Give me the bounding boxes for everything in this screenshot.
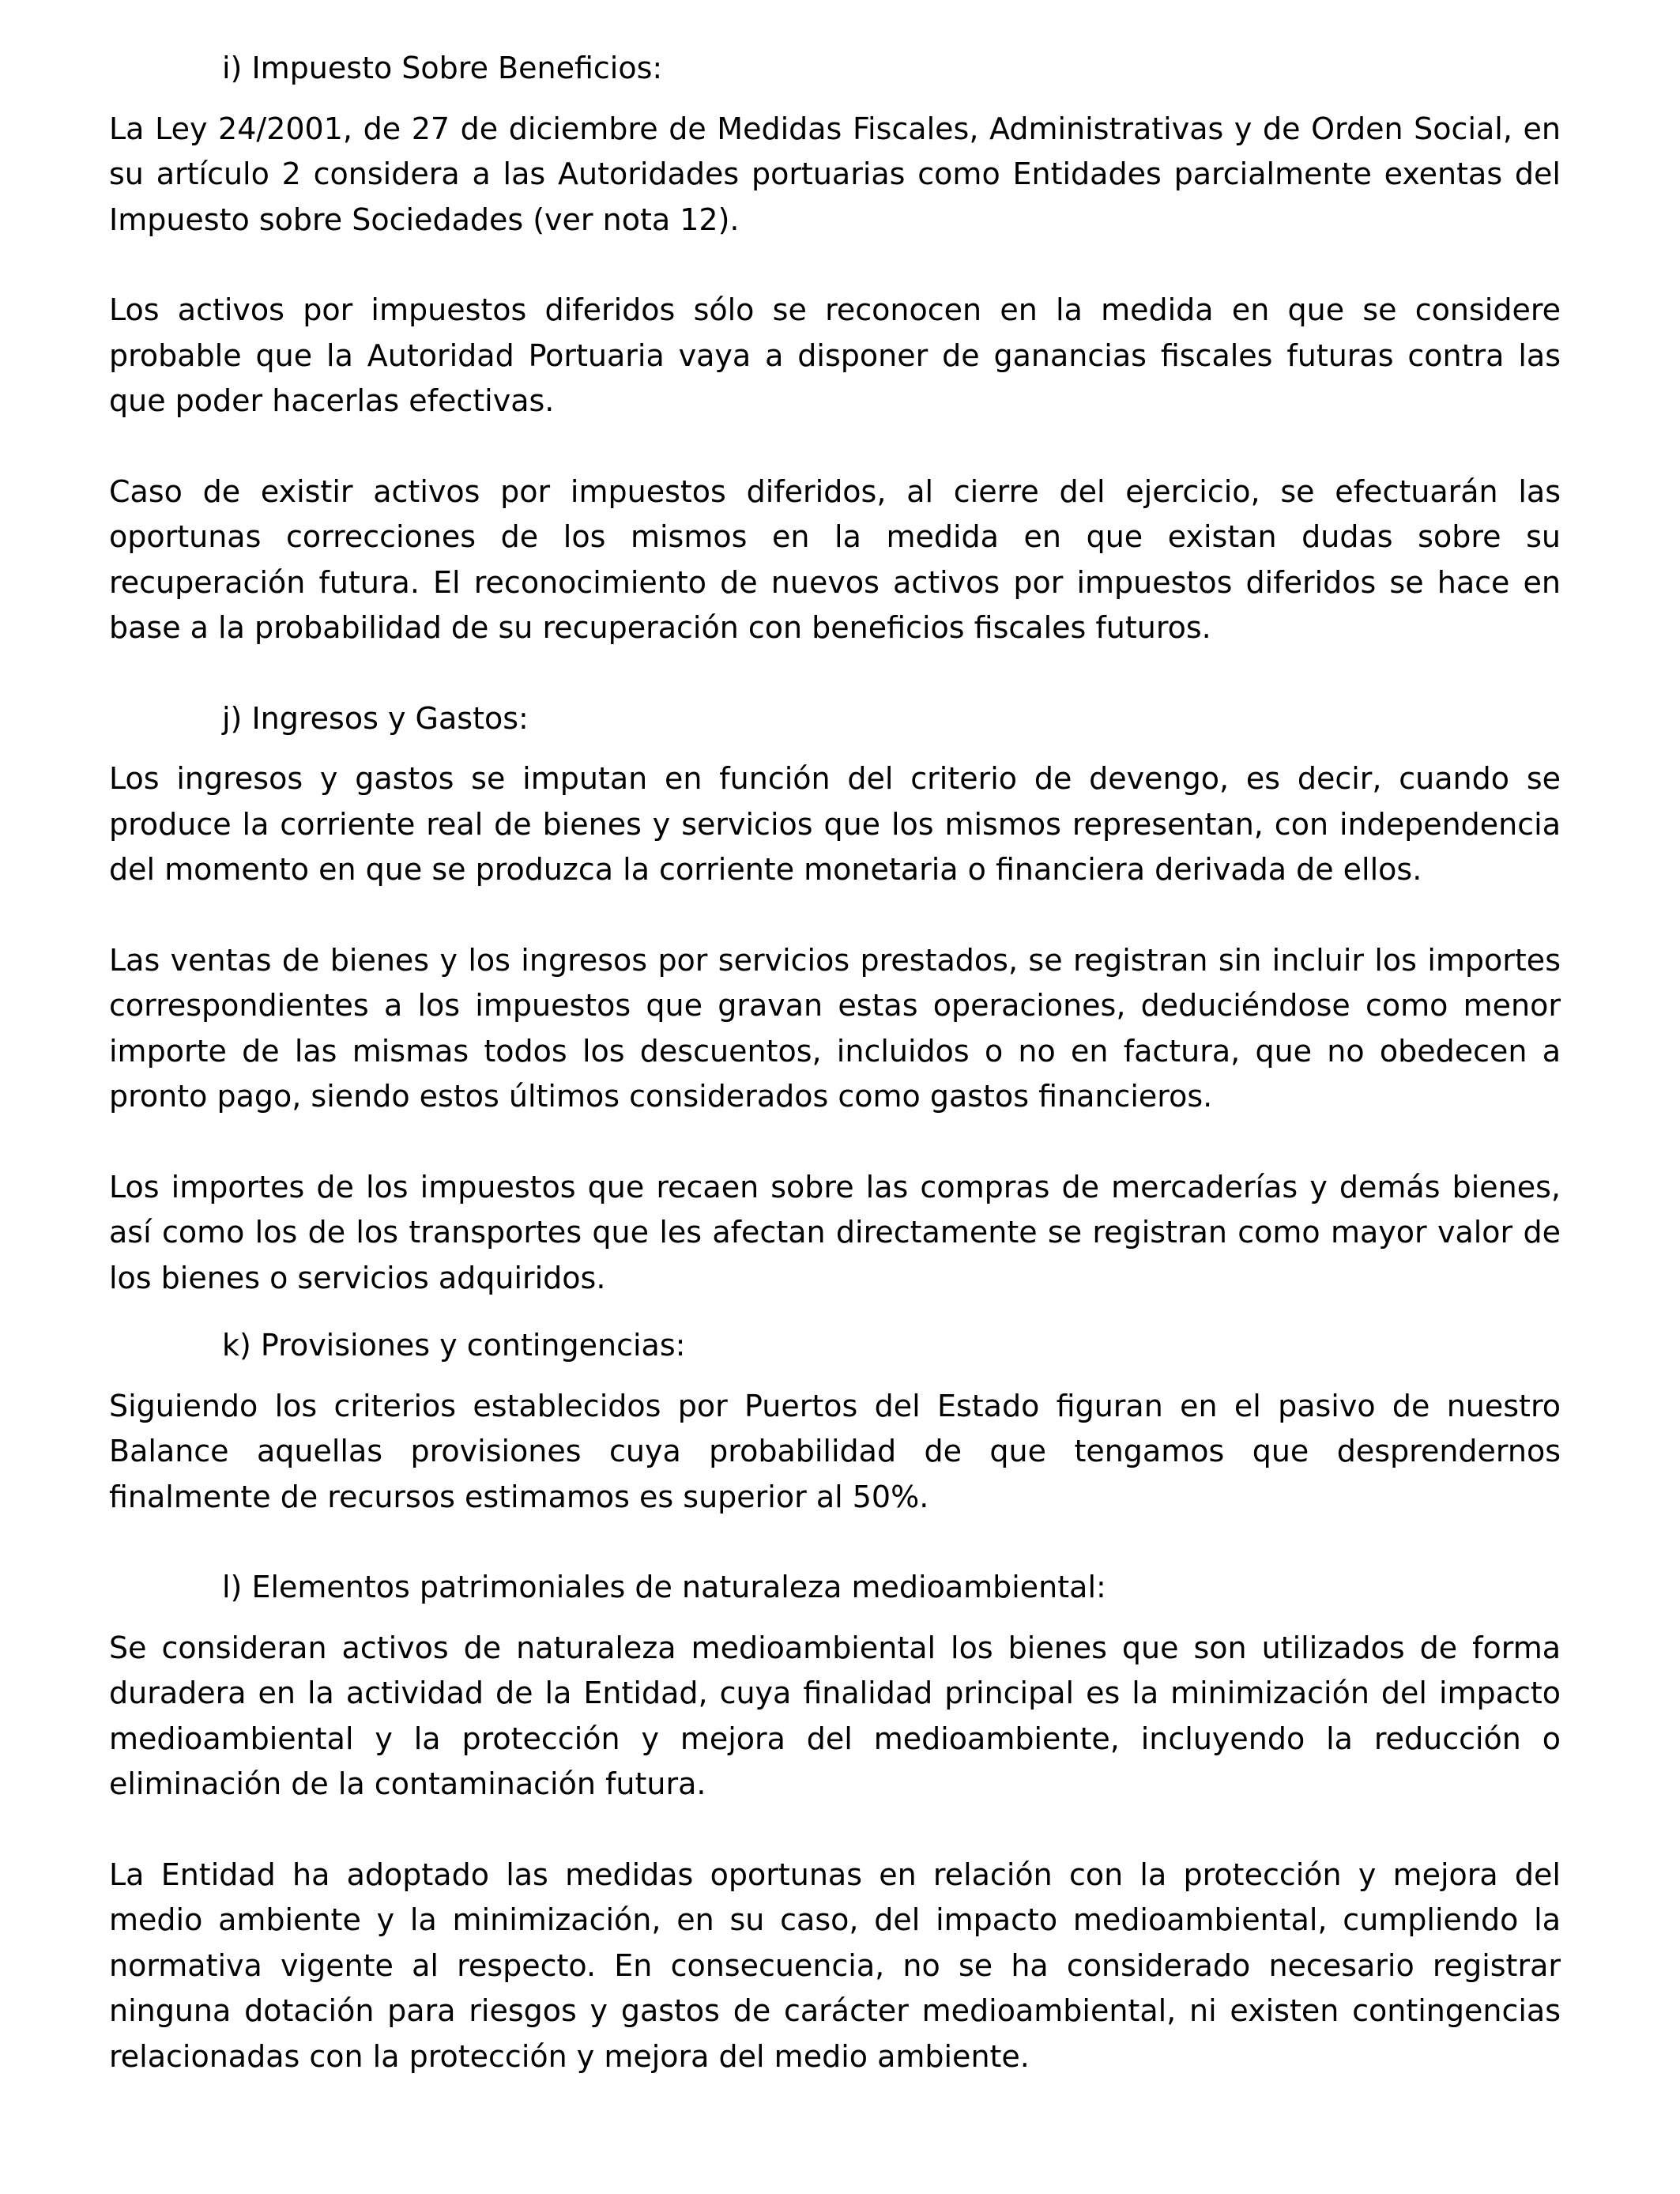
paragraph: Los activos por impuestos diferidos sólo se reconocen en la medida en que se considere probable que la Autoridad Portuaria vaya a disponer de ganancias fiscales futuras contra las que poder hacerlas efectivas.	[109, 292, 1561, 418]
section-heading: j) Ingresos y Gastos:	[222, 700, 529, 736]
paragraph: La Entidad ha adoptado las medidas oportunas en relación con la protección y mejora del medio ambiente y la minimización, en su caso, del impacto medioambiental, cumpliendo la normativa vigente al respecto. En consecuencia, no se ha considerado necesario registrar ninguna dotación para riesgos y gastos de carácter medioambiental, ni existen contingencias relacionadas con la protección y mejora del medio ambiente.	[109, 1857, 1561, 2074]
section-heading: i) Impuesto Sobre Beneficios:	[222, 51, 663, 85]
paragraph: Las ventas de bienes y los ingresos por servicios prestados, se registran sin incluir los importes correspondientes a los impuestos que gravan estas operaciones, deduciéndose como menor importe de las mismas todos los descuentos, incluidos o no en factura, que no obedecen a pronto pago, siendo estos últimos considerados como gastos financieros.	[109, 942, 1561, 1114]
section-provisiones-y-contingencias	[109, 1323, 1561, 1520]
section-elementos-medioambientales	[109, 1565, 1561, 2079]
section-ingresos-y-gastos	[109, 696, 1561, 1302]
paragraph: Los ingresos y gastos se imputan en función del criterio de devengo, es decir, cuando se produce la corriente real de bienes y servicios que los mismos representan, con independencia del momento en que se produzca la corriente monetaria o financiera derivada de ellos.	[109, 761, 1561, 887]
section-heading: k) Provisiones y contingencias:	[222, 1328, 686, 1363]
paragraph: Caso de existir activos por impuestos diferidos, al cierre del ejercicio, se efectuarán las oportunas correcciones de los mismos en la medida en que existan dudas sobre su recuperación futura. El reconocimiento de nuevos activos por impuestos diferidos se hace en base a la probabilidad de su recuperación con beneficios fiscales futuros.	[109, 473, 1561, 645]
paragraph: Se consideran activos de naturaleza medioambiental los bienes que son utilizados de forma duradera en la actividad de la Entidad, cuya finalidad principal es la minimización del impacto medioambiental y la protección y mejora del medioambiente, incluyendo la reducción o eliminación de la contaminación futura.	[109, 1630, 1561, 1801]
paragraph: Siguiendo los criterios establecidos por Puertos del Estado figuran en el pasivo de nuestro Balance aquellas provisiones cuya probabilidad de que tengamos que desprendernos finalmente de recursos estimamos es superior al 50%.	[109, 1388, 1561, 1514]
section-heading: l) Elementos patrimoniales de naturaleza medioambiental:	[222, 1570, 1106, 1604]
paragraph: Los importes de los impuestos que recaen sobre las compras de mercaderías y demás bienes, así como los de los transportes que les afectan directamente se registran como mayor valor de los bienes o servicios adquiridos.	[109, 1169, 1561, 1295]
document-body	[109, 46, 1561, 2079]
section-impuesto-sobre-beneficios	[109, 46, 1561, 651]
paragraph: La Ley 24/2001, de 27 de diciembre de Medidas Fiscales, Administrativas y de Orden Social, en su artículo 2 considera a las Autoridades portuarias como Entidades parcialmente exentas del Impuesto sobre Sociedades (ver nota 12).	[109, 111, 1561, 237]
